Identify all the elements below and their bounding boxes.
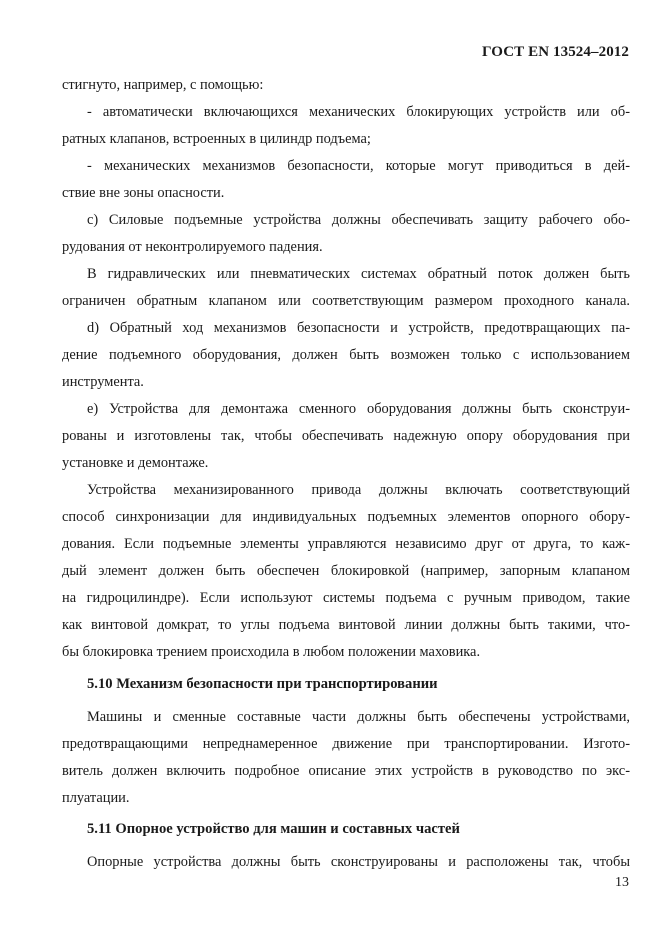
text-line: ограничен обратным клапаном или соответствующим размером проходного канала. bbox=[62, 293, 630, 309]
text-line: рованы и изготовлены так, чтобы обеспечивать надежную опору оборудования при bbox=[62, 428, 630, 444]
text-line: дый элемент должен быть обеспечен блокировкой (например, запорным клапаном bbox=[62, 563, 630, 579]
text-line: дение подъемного оборудования, должен быть возможен только с использованием bbox=[62, 347, 630, 363]
text-line: бы блокировка трением происходила в любом положении маховика. bbox=[62, 644, 481, 660]
text-line: стигнуто, например, с помощью: bbox=[62, 77, 264, 93]
text-line: инструмента. bbox=[62, 374, 144, 390]
text-line: установке и демонтаже. bbox=[62, 455, 209, 471]
text-line: c) Силовые подъемные устройства должны обеспечивать защиту рабочего обо- bbox=[87, 212, 630, 228]
text-line: дования. Если подъемные элементы управляются независимо друг от друга, то каж- bbox=[62, 536, 630, 552]
text-line: - механических механизмов безопасности, которые могут приводиться в дей- bbox=[87, 158, 630, 174]
text-line: на гидроцилиндре). Если используют системы подъема с ручным приводом, такие bbox=[62, 590, 630, 606]
text-line: - автоматически включающихся механических блокирующих устройств или об- bbox=[87, 104, 630, 120]
text-line: В гидравлических или пневматических системах обратный поток должен быть bbox=[87, 266, 630, 282]
text-line: d) Обратный ход механизмов безопасности и устройств, предотвращающих па- bbox=[87, 320, 630, 336]
standard-header: ГОСТ EN 13524–2012 bbox=[482, 44, 629, 60]
text-line: как винтовой домкрат, то углы подъема винтовой линии должны быть такими, что- bbox=[62, 617, 630, 633]
text-line: способ синхронизации для индивидуальных подъемных элементов опорного обору- bbox=[62, 509, 630, 525]
text-line: предотвращающими непреднамеренное движение при транспортировании. Изгото- bbox=[62, 736, 630, 752]
text-line: ствие вне зоны опасности. bbox=[62, 185, 225, 201]
section-heading: 5.11 Опорное устройство для машин и составных частей bbox=[87, 821, 460, 837]
page-number: 13 bbox=[615, 875, 629, 890]
text-line: рудования от неконтролируемого падения. bbox=[62, 239, 323, 255]
text-line: витель должен включить подробное описание этих устройств в руководство по экс- bbox=[62, 763, 630, 779]
text-line: ратных клапанов, встроенных в цилиндр подъема; bbox=[62, 131, 371, 147]
section-heading: 5.10 Механизм безопасности при транспортировании bbox=[87, 676, 438, 692]
text-line: Машины и сменные составные части должны быть обеспечены устройствами, bbox=[87, 709, 630, 725]
text-line: e) Устройства для демонтажа сменного оборудования должны быть сконструи- bbox=[87, 401, 630, 417]
text-line: плуатации. bbox=[62, 790, 130, 806]
text-line: Опорные устройства должны быть сконструированы и расположены так, чтобы bbox=[87, 854, 630, 870]
text-line: Устройства механизированного привода должны включать соответствующий bbox=[87, 482, 630, 498]
